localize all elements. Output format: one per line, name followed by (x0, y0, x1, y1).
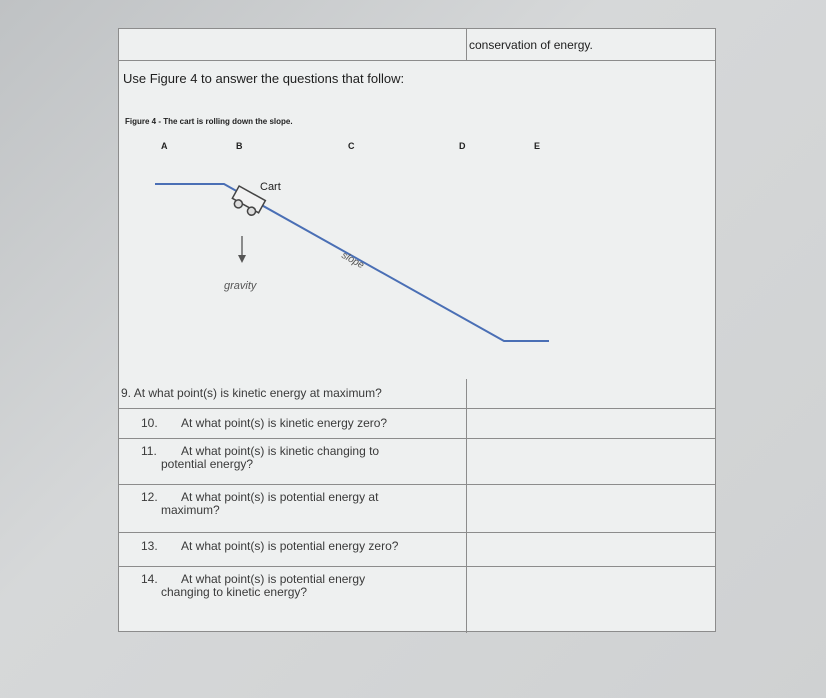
point-d-label: D (459, 141, 466, 151)
question-text-cont: changing to kinetic energy? (161, 585, 308, 599)
question-9 (119, 379, 467, 408)
question-11 (119, 439, 467, 484)
slope-diagram (119, 61, 717, 379)
question-text: At what point(s) is potential energy zero? (181, 539, 399, 553)
question-row-12 (119, 485, 715, 533)
question-14 (119, 567, 467, 633)
question-text: At what point(s) is kinetic energy zero? (181, 416, 388, 430)
worksheet-table (118, 28, 716, 632)
question-number: 10. (141, 416, 158, 430)
figure-row (119, 61, 715, 409)
answer-cell-14[interactable] (467, 567, 715, 633)
question-13 (119, 533, 467, 566)
question-text-cont: potential energy? (161, 457, 254, 471)
question-number: 11. (141, 444, 157, 458)
question-12 (119, 485, 467, 532)
answer-cell-11[interactable] (467, 439, 715, 484)
question-text-cont: maximum? (161, 503, 220, 517)
question-number: 13. (141, 539, 158, 553)
figure-instruction: Use Figure 4 to answer the questions that follow: (123, 71, 405, 86)
question-number: 12. (141, 490, 158, 504)
slope-label: slope (339, 250, 366, 272)
answer-cell-9[interactable] (467, 379, 715, 408)
point-b-label: B (236, 141, 243, 151)
header-row (119, 29, 715, 61)
question-row-11 (119, 439, 715, 485)
question-row-14 (119, 567, 715, 633)
question-row-10 (119, 409, 715, 439)
question-10 (119, 409, 467, 438)
figure-caption: Figure 4 - The cart is rolling down the slope. (125, 117, 293, 126)
gravity-label: gravity (224, 280, 257, 292)
question-number: 9. (121, 386, 132, 400)
point-c-label: C (348, 141, 355, 151)
question-row-9 (119, 379, 715, 409)
question-text: At what point(s) is potential energy (181, 572, 366, 586)
answer-cell-13[interactable] (467, 533, 715, 566)
header-right-cell: conservation of energy. (469, 38, 593, 52)
point-a-label: A (161, 141, 168, 151)
question-text: At what point(s) is potential energy at (181, 490, 379, 504)
question-text: At what point(s) is kinetic energy at maximum? (133, 386, 382, 400)
question-number: 14. (141, 572, 158, 586)
answer-cell-12[interactable] (467, 485, 715, 532)
cart-label: Cart (260, 181, 281, 193)
question-text: At what point(s) is kinetic changing to (181, 444, 380, 458)
answer-cell-10[interactable] (467, 409, 715, 438)
question-row-13 (119, 533, 715, 567)
point-e-label: E (534, 141, 541, 151)
header-left-cell[interactable] (119, 29, 467, 60)
